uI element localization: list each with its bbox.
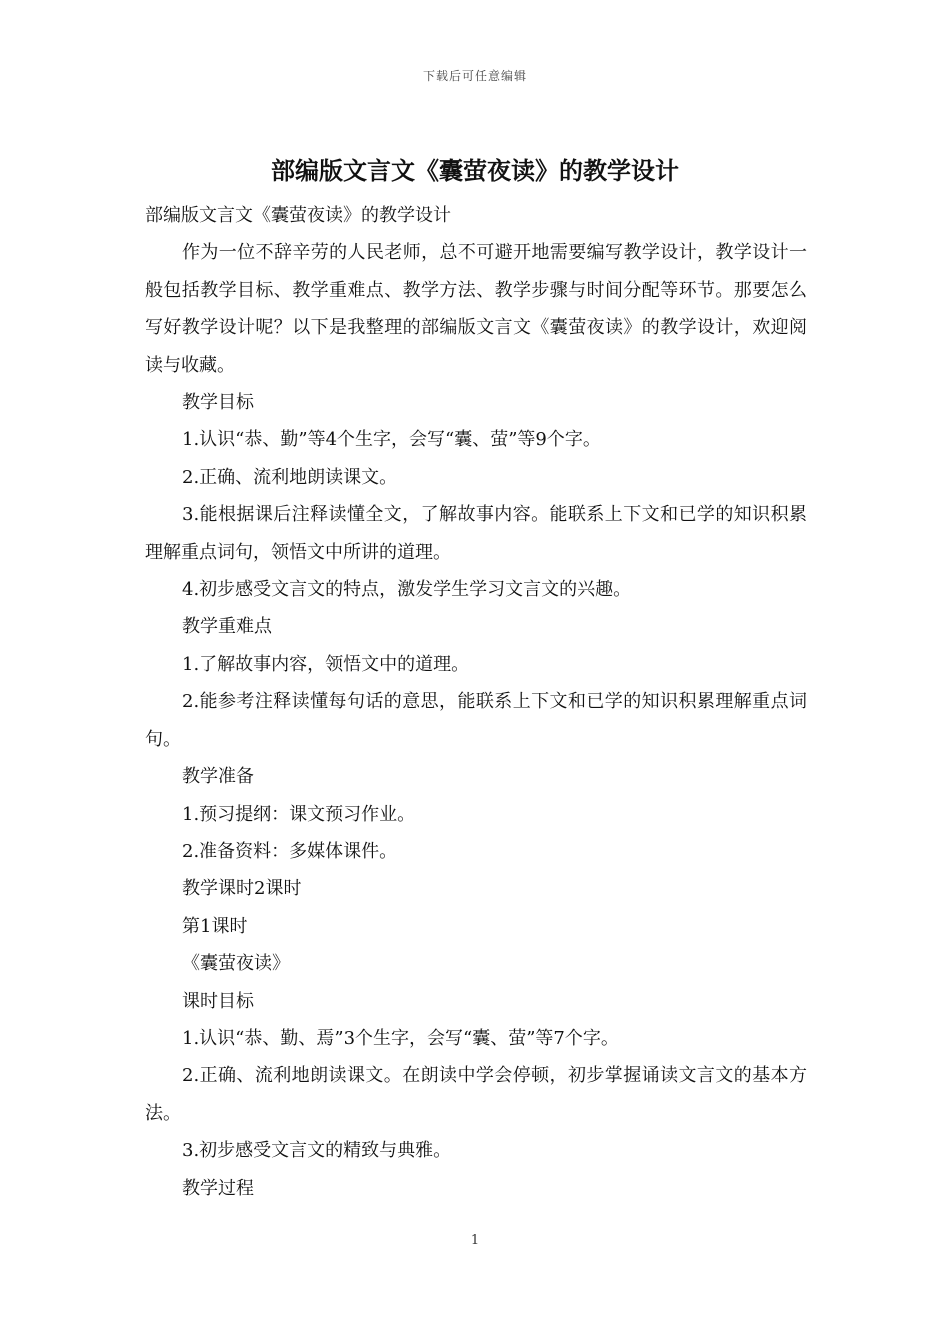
section-heading-preparation: 教学准备 xyxy=(182,766,254,788)
list-item: 3.能根据课后注释读懂全文，了解故事内容。能联系上下文和已学的知识积累理解重点词句，领悟文中所讲的道理。 xyxy=(145,504,807,563)
list-item: 1.认识“恭、勤、焉”3个生字，会写“囊、萤”等7个字。 xyxy=(182,1027,619,1049)
paragraph-subtitle: 部编版文言文《囊萤夜读》的教学设计 xyxy=(145,205,451,226)
list-item: 4.初步感受文言文的特点，激发学生学习文言文的兴趣。 xyxy=(182,579,632,601)
section-heading-class-hours: 教学课时2课时 xyxy=(182,878,302,900)
list-item: 3.初步感受文言文的精致与典雅。 xyxy=(182,1140,452,1162)
paragraph-intro: 作为一位不辞辛劳的人民老师，总不可避开地需要编写教学设计，教学设计一般包括教学目标、教学重难点、教学方法、教学步骤与时间分配等环节。那要怎么写好教学设计呢？以下是我整理的部编版文言文《囊萤夜读》的教学设计，欢迎阅读与收藏。 xyxy=(145,242,807,376)
section-heading-lesson-1: 第1课时 xyxy=(182,915,248,937)
list-item: 1.认识“恭、勤”等4个生字，会写“囊、萤”等9个字。 xyxy=(182,429,601,451)
section-heading-key-points: 教学重难点 xyxy=(182,616,272,638)
section-heading-goals: 教学目标 xyxy=(182,392,254,414)
list-item: 2.准备资料：多媒体课件。 xyxy=(182,840,398,862)
document-body xyxy=(145,197,807,1207)
page-header-note: 下载后可任意编辑 xyxy=(422,69,527,83)
list-item: 2.正确、流利地朗读课文。 xyxy=(182,466,398,488)
page-number: 1 xyxy=(470,1233,480,1248)
list-item: 1.了解故事内容，领悟文中的道理。 xyxy=(182,653,470,675)
list-item: 2.正确、流利地朗读课文。在朗读中学会停顿，初步掌握诵读文言文的基本方法。 xyxy=(145,1065,807,1124)
list-item: 1.预习提纲：课文预习作业。 xyxy=(182,803,416,825)
section-heading-lesson-goals: 课时目标 xyxy=(182,990,254,1012)
lesson-text-title: 《囊萤夜读》 xyxy=(182,953,290,975)
list-item: 2.能参考注释读懂每句话的意思，能联系上下文和已学的知识积累理解重点词句。 xyxy=(145,691,807,750)
section-heading-process: 教学过程 xyxy=(182,1177,254,1199)
document-title: 部编版文言文《囊萤夜读》的教学设计 xyxy=(271,156,679,185)
